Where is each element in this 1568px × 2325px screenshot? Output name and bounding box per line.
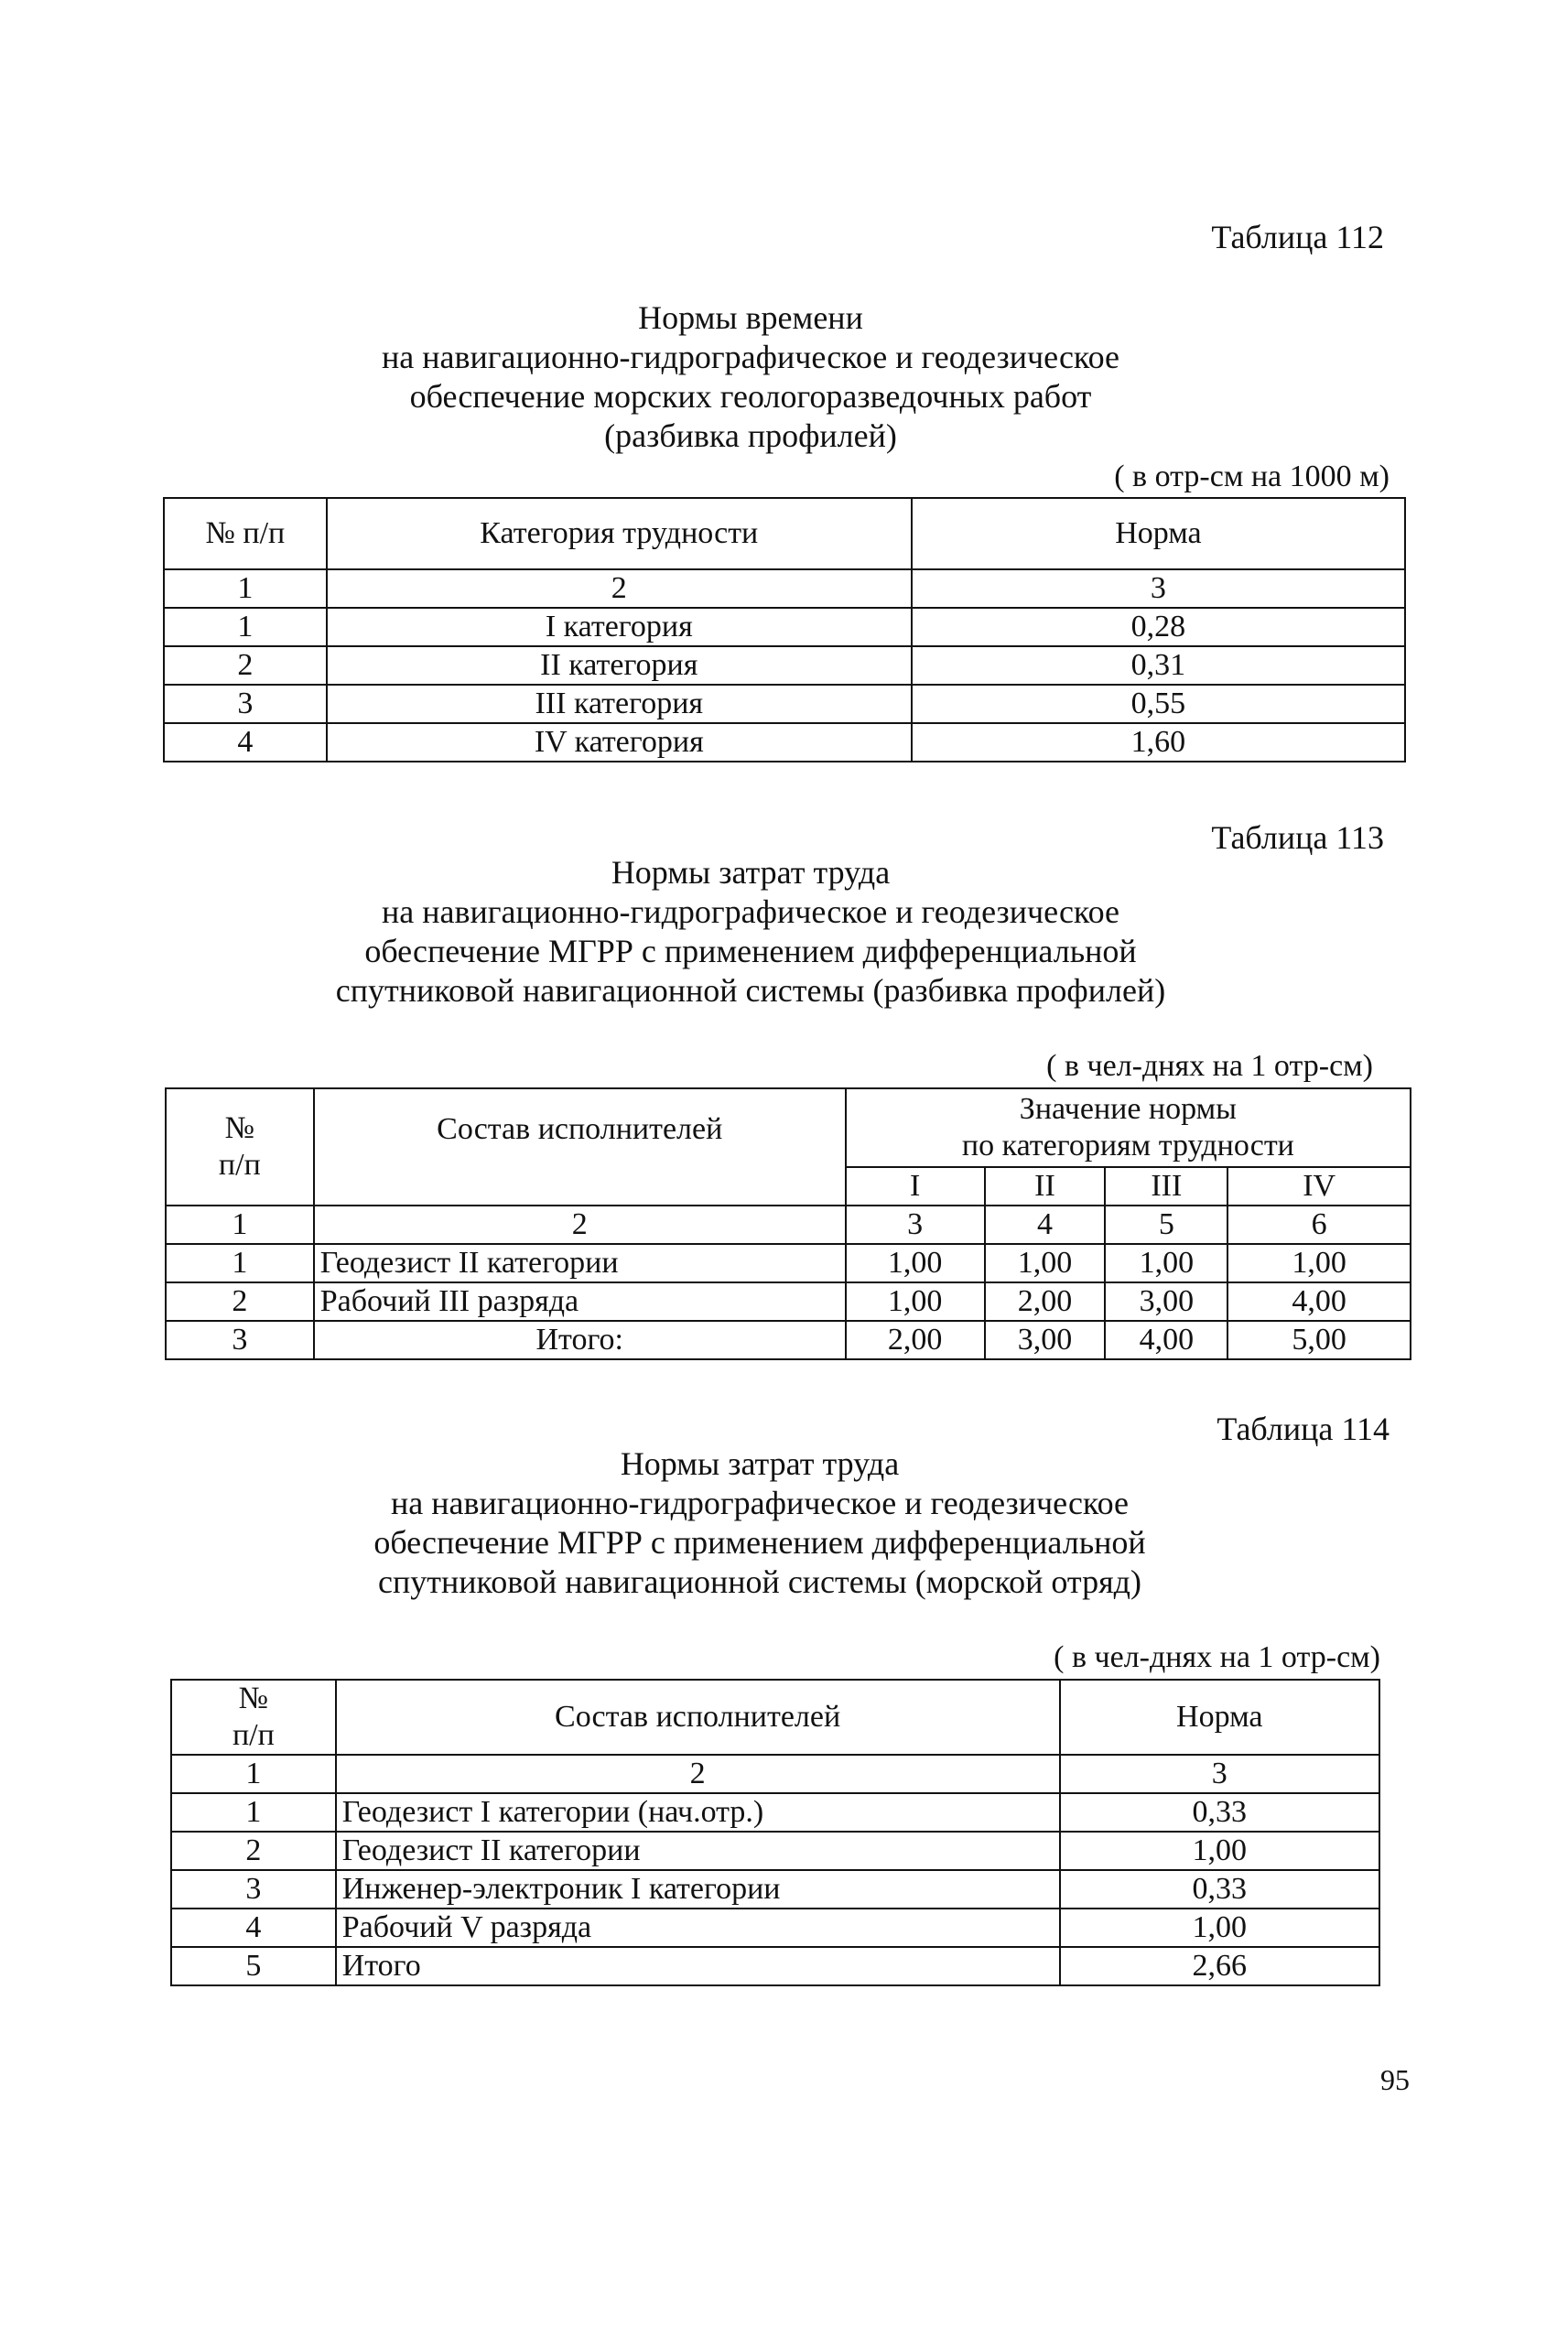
table-row: 2 Рабочий III разряда 1,00 2,00 3,00 4,00: [166, 1282, 1411, 1321]
header-norm: Норма: [912, 498, 1405, 569]
header-num: № п/п: [171, 1680, 336, 1755]
table-row: 2 Геодезист II категории 1,00: [171, 1832, 1379, 1870]
total-row: 5 Итого 2,66: [171, 1947, 1379, 1985]
header-num: № п/п: [166, 1088, 314, 1206]
table-114-title: Нормы затрат труда на навигационно-гидрографическое и геодезическое обеспечение МГРР с применением дифференциальной спутниковой навигационной системы (морской отряд): [373, 1445, 1146, 1600]
table-row: 1 I категория 0,28: [164, 608, 1405, 646]
table-row: 4 IV категория 1,60: [164, 723, 1405, 762]
column-numbers-row: 1 2 3: [164, 569, 1405, 608]
table-112-unit: ( в отр-см на 1000 м): [1114, 460, 1390, 493]
table-113: [165, 1087, 1411, 1360]
table-112-label: Таблица 112: [1211, 219, 1384, 255]
table-row: 4 Рабочий V разряда 1,00: [171, 1909, 1379, 1947]
table-113-label: Таблица 113: [1211, 819, 1384, 856]
table-row: 1 Геодезист II категории 1,00 1,00 1,00 1,00: [166, 1244, 1411, 1282]
table-114: [170, 1679, 1380, 1986]
table-row: 3 III категория 0,55: [164, 685, 1405, 723]
header-staff: Состав исполнителей: [314, 1088, 846, 1206]
header-num: № п/п: [164, 498, 327, 569]
total-row: 3 Итого: 2,00 3,00 4,00 5,00: [166, 1321, 1411, 1359]
header-staff: Состав исполнителей: [336, 1680, 1060, 1755]
table-113-title: Нормы затрат труда на навигационно-гидрографическое и геодезическое обеспечение МГРР с применением дифференциальной спутниковой навигационной системы (разбивка профилей): [335, 854, 1166, 1009]
header-norm-by-category: Значение нормы по категориям трудности: [846, 1088, 1411, 1167]
table-112: [163, 497, 1406, 762]
table-114-unit: ( в чел-днях на 1 отр-см): [1054, 1640, 1380, 1674]
page-number: 95: [1380, 2063, 1410, 2096]
table-112-title: Нормы времени на навигационно-гидрографическое и геодезическое обеспечение морских геологоразведочных работ (разбивка профилей): [381, 299, 1120, 454]
table-113-unit: ( в чел-днях на 1 отр-см): [1046, 1049, 1373, 1083]
table-row: 1 Геодезист I категории (нач.отр.) 0,33: [171, 1793, 1379, 1832]
category-row: I II III IV: [166, 1167, 1411, 1206]
column-numbers-row: 1 2 3: [171, 1755, 1379, 1793]
header-norm: Норма: [1060, 1680, 1380, 1755]
table-row: 2 II категория 0,31: [164, 646, 1405, 685]
column-numbers-row: 1 2 3 4 5 6: [166, 1206, 1411, 1244]
table-114-label: Таблица 114: [1217, 1411, 1390, 1447]
table-row: 3 Инженер-электроник I категории 0,33: [171, 1870, 1379, 1909]
header-category: Категория трудности: [327, 498, 912, 569]
